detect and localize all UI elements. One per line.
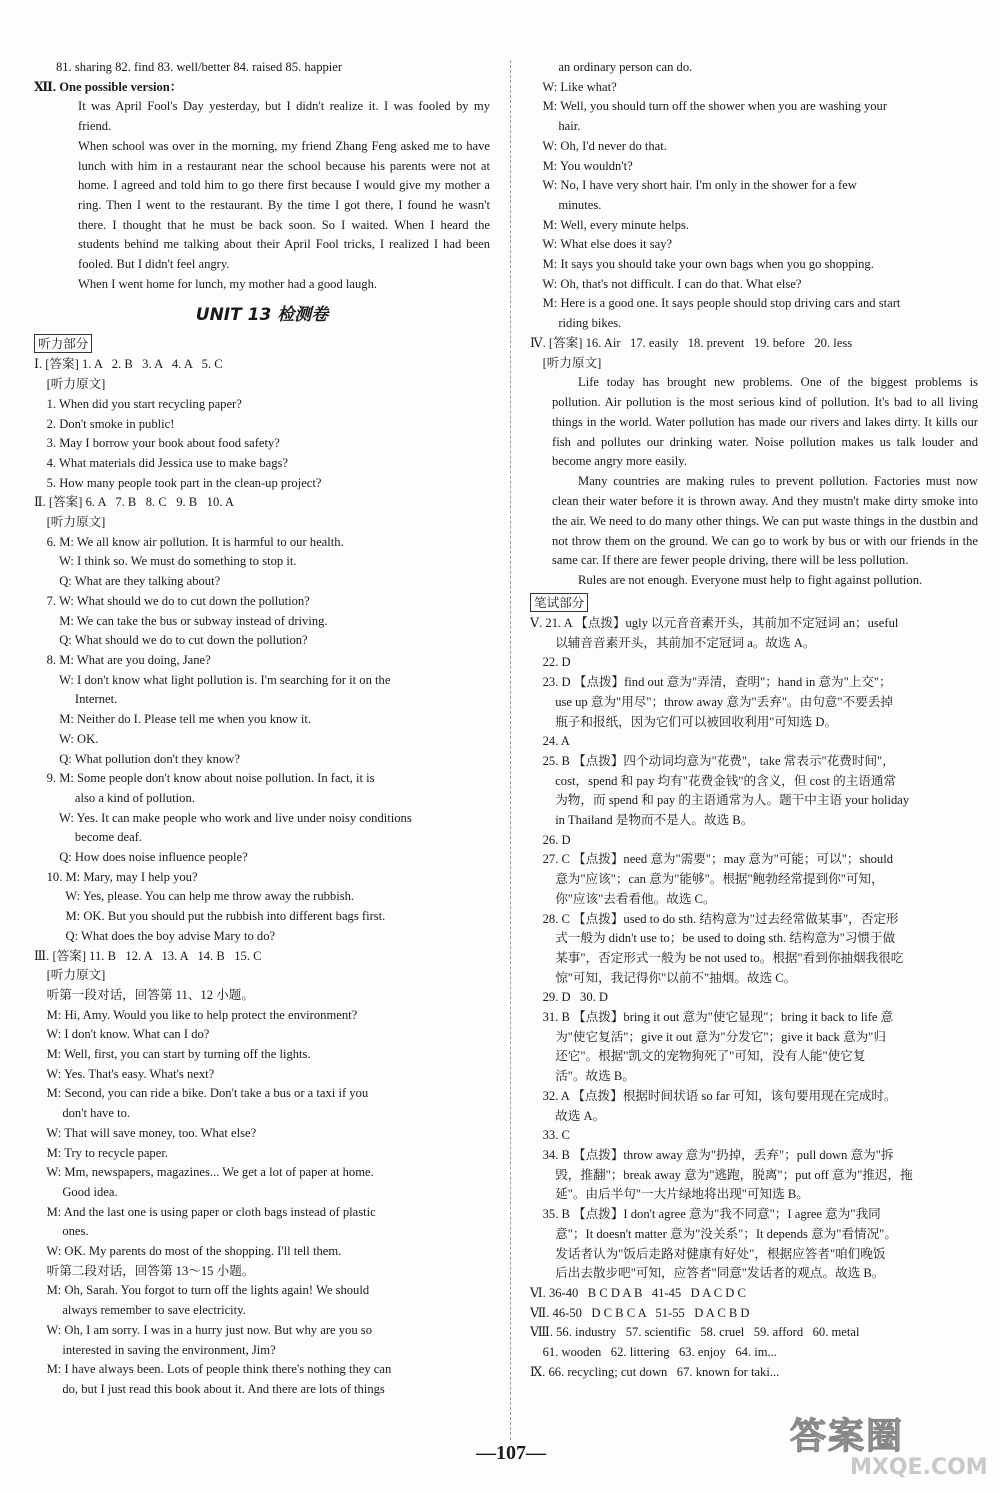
answer-line: 某事"，否定形式一般为 be not used to。根据"看到你抽烟我很吃 [530,950,904,965]
text-line: an ordinary person can do. [530,60,693,74]
text-line: 8. M: What are you doing, Jane? [34,652,211,667]
text-line: M: Neither do I. Please tell me when you know it. [34,712,312,727]
listening-passage-paragraph: Rules are not enough. Everyone must help to fight against pollution. [578,573,923,588]
text-line: Q: What are they talking about? [34,574,221,589]
answer-line: use up 意为"用尽"；throw away 意为"丢弃"。由句意"不要丢掉 [530,694,893,709]
text-line: 6. M: We all know air pollution. It is harmful to our health. [34,534,344,549]
listening-passage-paragraph: Many countries are making rules to prevent pollution. Factories must now clean their water before it is thrown away. And they mustn't make dirty smoke into the air. We need to do many other things. We can put waste things in the dustbin and not throw them on the ground. We can go to work by bus or with our friends in the same car. If there are fewer people driving, there will be less pollution. [552,474,978,568]
answer-line: 32. A 【点拨】根据时间状语 so far 可知，该句要用现在完成时。 [530,1088,897,1103]
text-line: 2. Don't smoke in public! [34,416,175,431]
text-line: W: That will save money, too. What else? [34,1125,257,1140]
answer-line: 后出去散步吧"可知，应答者"同意"发话者的观点。故选 B。 [530,1266,885,1281]
text-line: Q: How does noise influence people? [34,850,248,865]
text-line: M: Oh, Sarah. You forgot to turn off the lights again! We should [34,1283,370,1298]
text-line: Ⅱ. [答案] 6. A 7. B 8. C 9. B 10. A [34,495,234,510]
text-line: also a kind of pollution. [34,790,195,805]
text-line: Ⅰ. [答案] 1. A 2. B 3. A 4. A 5. C [34,357,223,372]
text-line: become deaf. [34,830,143,845]
text-line: [听力原文] [34,968,106,983]
column-divider [510,60,511,1440]
text-line: do, but I just read this book about it. And there are lots of things [34,1382,385,1396]
text-paragraph: When school was over in the morning, my friend Zhang Feng asked me to have lunch with him in a restaurant near the school because his parents were not at home. I agreed and told him to go there first because I would give my mother a ring. Then I went to the restaurant. By the time I got there, I found he wasn't there. I thought that he must be back soon. So I waited. When I heard the students behind me talking about their April Fool tricks, I realized I had been fooled. But I didn't feel angry. [78,138,490,272]
answer-line: 发话者认为"饭后走路对健康有好处"，根据应答者"咱们晚饭 [530,1246,886,1261]
text-line: Q: What pollution don't they know? [34,751,240,766]
text-line: 听第二段对话，回答第 13～15 小题。 [34,1263,255,1278]
answer-line: 23. D 【点拨】find out 意为"弄清，查明"；hand in 意为"上交"； [530,675,892,690]
answer-line: 以辅音音素开头，其前加不定冠词 a。故选 A。 [530,635,816,650]
answer-line: 29. D 30. D [530,990,609,1005]
answer-line: 式一般为 didn't use to；be used to doing sth. 结构意为"习惯于做 [530,931,896,946]
answer-line: 61. wooden 62. littering 63. enjoy 64. im... [530,1345,777,1360]
left-column [34,58,490,1400]
answer-line: Ⅴ. 21. A 【点拨】ugly 以元音音素开头，其前加不定冠词 an；useful [530,616,899,631]
text-line: don't have to. [34,1106,131,1121]
text-line: W: Mm, newspapers, magazines... We get a lot of paper at home. [34,1165,374,1180]
text-line: 3. May I borrow your book about food safety? [34,436,280,451]
answer-line: Ⅵ. 36-40 B C D A B 41-45 D A C D C [530,1285,746,1300]
text-line: M: And the last one is using paper or cloth bags instead of plastic [34,1204,376,1219]
text-line: minutes. [530,197,602,212]
text-line: M: Well, every minute helps. [530,217,689,232]
answer-line: 34. B 【点拨】throw away 意为"扔掉，丢弃"；pull down 意为"拆 [530,1148,894,1162]
right-column [530,58,978,1382]
text-line: W: Yes. It can make people who work and live under noisy conditions [34,810,412,825]
text-line: interested in saving the environment, Jim? [34,1342,276,1357]
text-line: [听力原文] [530,355,602,370]
answer-line: 24. A [530,734,570,749]
text-line: 1. When did you start recycling paper? [34,396,242,411]
answer-line: 25. B 【点拨】四个动词均意为"花费"，take 常表示"花费时间"， [530,753,895,768]
text-paragraph: It was April Fool's Day yesterday, but I didn't realize it. I was fooled by my friend. [78,99,490,134]
answer-line: 26. D [530,832,571,847]
text-line: M: OK. But you should put the rubbish into different bags first. [34,909,386,924]
text-line: W: No, I have very short hair. I'm only in the shower for a few [530,178,857,193]
text-line: riding bikes. [530,316,622,331]
text-line: Ⅳ. [答案] 16. Air 17. easily 18. prevent 19. before 20. less [530,335,853,350]
watermark-text: 答案圈 [790,1416,905,1457]
written-section-tag: 笔试部分 [530,593,588,612]
text-line: Ⅲ. [答案] 11. B 12. A 13. A 14. B 15. C [34,948,262,963]
answer-line: 瓶子和报纸，因为它们可以被回收利用"可知选 D。 [530,714,838,729]
answer-line: 毁，推翻"；break away 意为"逃跑，脱离"；put off 意为"推迟，拖 [530,1167,913,1182]
answer-line: 意为"应该"；can 意为"能够"。根据"鲍勃经常提到你"可知， [530,872,884,887]
text-line: M: I have always been. Lots of people think there's nothing they can [34,1362,392,1377]
text-line: M: Well, you should turn off the shower when you are washing your [530,99,888,114]
text-line: ones. [34,1224,89,1239]
watermark-url: MXQE.COM [850,1455,988,1480]
text-line: M: We can take the bus or subway instead of driving. [34,613,328,628]
text-line: W: Like what? [530,79,617,94]
watermark-logo [790,1408,995,1488]
text-line: always remember to save electricity. [34,1303,246,1318]
text-line: 7. W: What should we do to cut down the pollution? [34,593,310,608]
text-line: W: I don't know what light pollution is. I'm searching for it on the [34,672,391,687]
text-line: W: What else does it say? [530,237,673,252]
text-line: W: Oh, I am sorry. I was in a hurry just now. But why are you so [34,1322,372,1337]
text-line: W: Yes. That's easy. What's next? [34,1066,215,1081]
answer-line: 故选 A。 [530,1108,606,1123]
unit-title: UNIT 13 检测卷 [195,305,329,326]
answer-line: 27. C 【点拨】need 意为"需要"；may 意为"可能；可以"；should [530,852,894,867]
text-line: Internet. [34,692,118,707]
text-line: M: Second, you can ride a bike. Don't take a bus or a taxi if you [34,1086,369,1101]
text-line: W: I think so. We must do something to stop it. [34,554,297,569]
text-line: M: Well, first, you can start by turning off the lights. [34,1047,311,1062]
answer-line: 活"。故选 B。 [530,1069,635,1084]
answer-line: 28. C 【点拨】used to do sth. 结构意为"过去经常做某事"，否定形 [530,911,899,926]
answer-line: cost，spend 和 pay 均有"花费金钱"的含义，但 cost 的主语通常 [530,773,897,788]
text-paragraph: 81. sharing 82. find 83. well/better 84. raised 85. happier [56,60,343,74]
text-line: hair. [530,119,581,134]
answer-line: 延"。由后半句"一大片绿地将出现"可知选 B。 [530,1187,809,1202]
text-line: [听力原文] [34,377,106,392]
text-paragraph: Ⅻ. One possible version： [34,79,183,94]
answer-line: Ⅶ. 46-50 D C B C A 51-55 D A C B D [530,1305,750,1320]
text-line: 4. What materials did Jessica use to make bags? [34,455,289,470]
text-line: W: Yes, please. You can help me throw away the rubbish. [34,889,355,904]
listening-passage-paragraph: Life today has brought new problems. One of the biggest problems is pollution. Air pollution is the most serious kind of pollution. It's bad to all living things in the world. Water pollution has made our rivers and lakes dirty. It kills our fish and pollutes our drinking water. Noise pollution makes us talk louder and become angry more easily. [552,375,978,469]
page-number: —107— [476,1442,546,1464]
text-line: Q: What does the boy advise Mary to do? [34,928,276,943]
answer-line: 你"应该"去看看他。故选 C。 [530,891,716,906]
text-line: M: Hi, Amy. Would you like to help protect the environment? [34,1007,358,1022]
answer-line: 还它"。根据"凯文的宠物狗死了"可知，没有人能"使它复 [530,1049,866,1064]
text-line: W: OK. My parents do most of the shopping. I'll tell them. [34,1244,342,1259]
answer-line: Ⅸ. 66. recycling; cut down 67. known for taki... [530,1364,780,1379]
answer-line: 为物，而 spend 和 pay 的主语通常为人。题干中主语 your holiday [530,793,910,808]
text-line: M: Here is a good one. It says people should stop driving cars and start [530,296,901,311]
answer-line: 33. C [530,1128,570,1143]
text-line: 9. M: Some people don't know about noise pollution. In fact, it is [34,771,375,786]
text-line: Q: What should we do to cut down the pollution? [34,633,308,648]
text-line: M: It says you should take your own bags when you go shopping. [530,257,874,272]
listening-section-tag: 听力部分 [34,334,92,353]
answer-line: 为"使它复活"；give it out 意为"分发它"；give it back 意为"归 [530,1029,886,1044]
answer-line: in Thailand 是物而不是人。故选 B。 [530,813,754,828]
text-line: Good idea. [34,1184,118,1199]
text-line: [听力原文] [34,515,106,530]
text-paragraph: When I went home for lunch, my mother had a good laugh. [78,276,378,291]
text-line: W: Oh, I'd never do that. [530,138,667,153]
text-line: 听第一段对话，回答第 11、12 小题。 [34,987,254,1002]
text-line: M: Try to recycle paper. [34,1145,168,1160]
answer-line: Ⅷ. 56. industry 57. scientific 58. cruel 59. afford 60. metal [530,1325,860,1340]
text-line: 5. How many people took part in the clean-up project? [34,475,322,490]
text-line: W: Oh, that's not difficult. I can do that. What else? [530,276,802,291]
answer-line: 22. D [530,655,571,670]
text-line: 10. M: Mary, may I help you? [34,869,198,884]
answer-line: 惊"可知，我记得你"以前不"抽烟。故选 C。 [530,970,797,985]
answer-line: 35. B 【点拨】I don't agree 意为"我不同意"；I agree 意为"我同 [530,1207,881,1222]
answer-line: 意"；It doesn't matter 意为"没关系"；It depends 意为"看情况"。 [530,1226,897,1241]
text-line: W: OK. [34,731,99,746]
text-line: M: You wouldn't? [530,158,633,173]
text-line: W: I don't know. What can I do? [34,1027,210,1042]
answer-line: 31. B 【点拨】bring it out 意为"使它显现"；bring it back to life 意 [530,1010,894,1025]
